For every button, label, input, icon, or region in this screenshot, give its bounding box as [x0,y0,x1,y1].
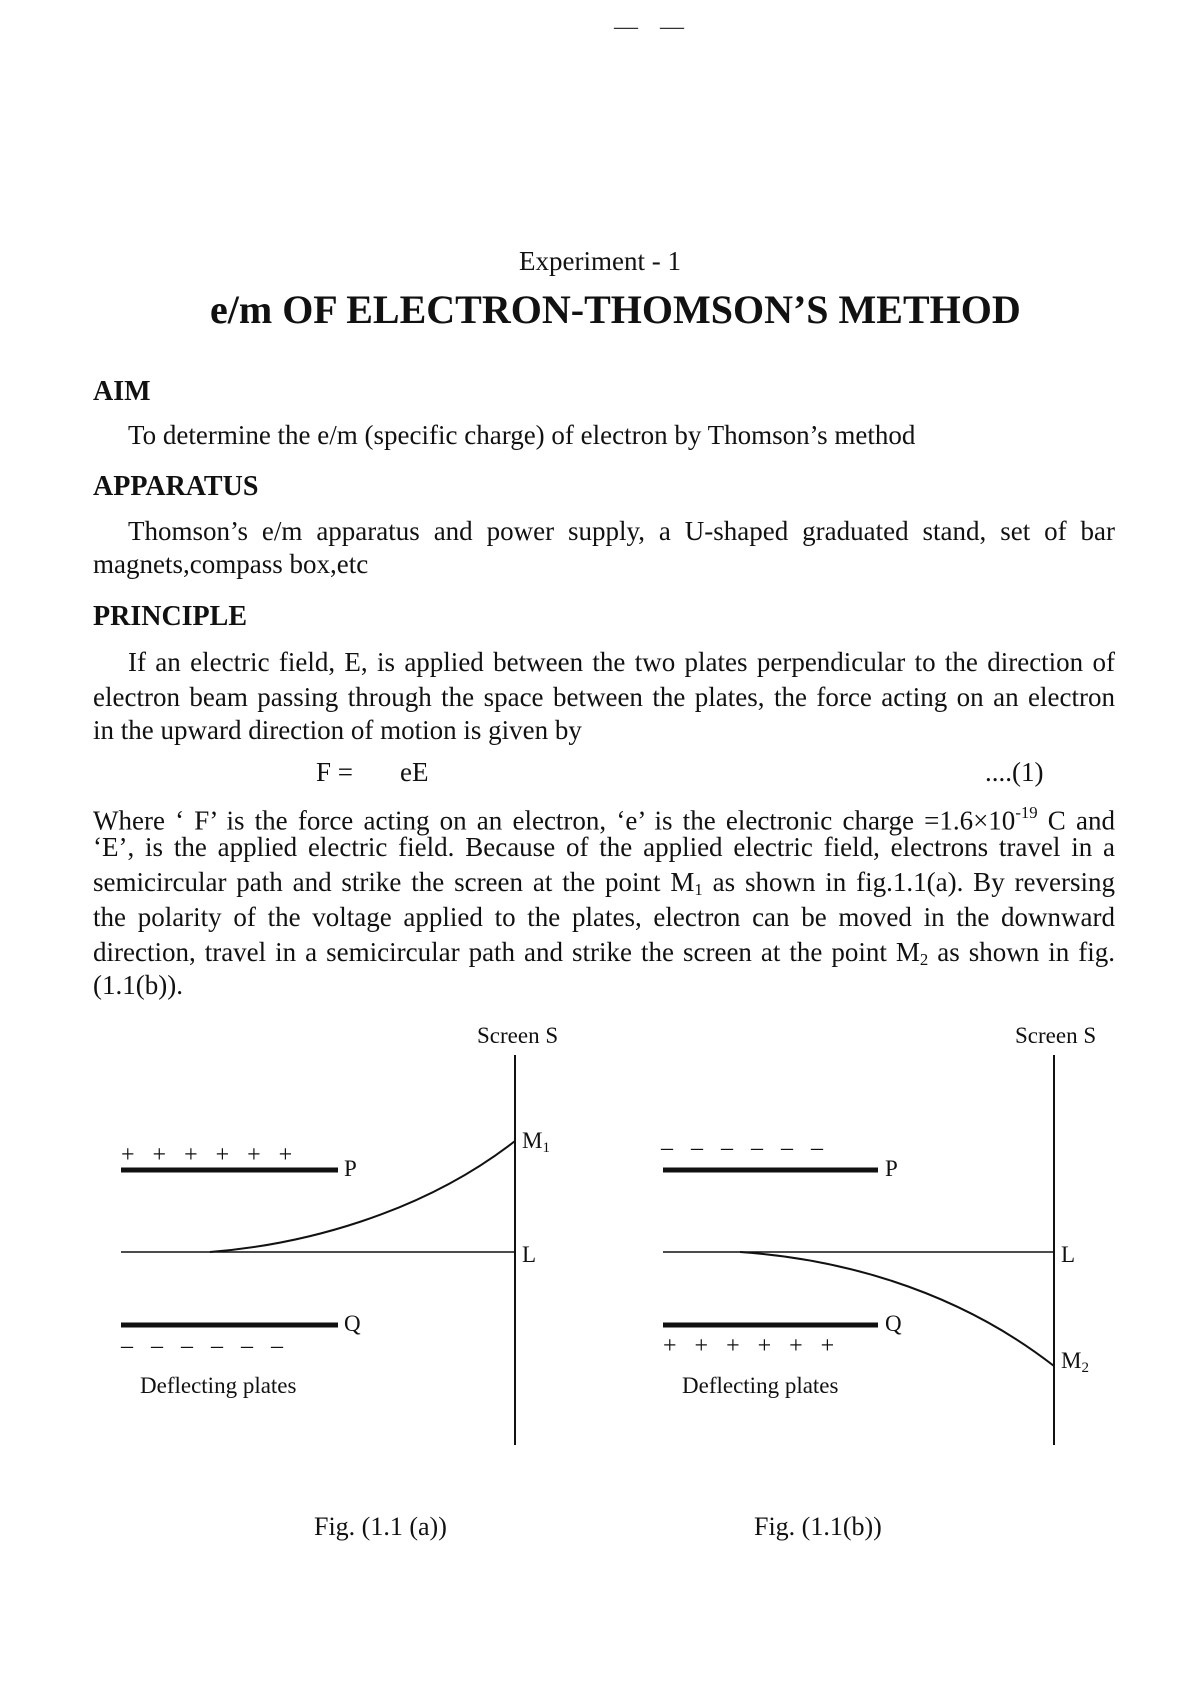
fig-a-caption: Fig. (1.1 (a)) [314,1512,447,1541]
fig-a-plates-caption: Deflecting plates [140,1373,297,1398]
figure-b [660,1023,1096,1541]
principle-heading: PRINCIPLE [93,601,248,632]
fig-a-plate-q-label: Q [344,1311,361,1336]
apparatus-line-1: Thomson’s e/m apparatus and power supply, a U-shaped graduated stand, set of bar [128,516,1115,546]
apparatus-heading: APPARATUS [93,471,259,502]
where-text-1: Where ‘ F’ is the force acting on an electron, ‘e’ is the electronic charge =1.6×10 [93,805,1016,836]
fig-b-plates-caption: Deflecting plates [682,1373,839,1398]
fig-a-screen-label: Screen S [477,1023,559,1048]
equation-rhs: eE [400,757,429,787]
principle-line-3: in the upward direction of motion is given by [93,715,582,745]
line-e-text-2: as shown in fig. [928,937,1116,967]
experiment-label: Experiment - 1 [519,246,681,276]
fig-b-point-label [1061,1348,1089,1376]
equation-number: ....(1) [985,757,1044,787]
fig-b-top-charges: – – – – – – [661,1135,829,1161]
page-title: e/m OF ELECTRON-THOMSON’S METHOD [210,287,1021,332]
page-top-mark: — — [614,14,692,40]
fig-b-caption: Fig. (1.1(b)) [754,1512,882,1541]
apparatus-line-2: magnets,compass box,etc [93,549,369,579]
fig-b-plate-q-label: Q [885,1311,902,1336]
fig-b-axis-label: L [1061,1242,1076,1267]
equation-lhs: F = [316,757,353,787]
principle-line-2: electron beam passing through the space between the plates, the force acting on an electron [93,682,1115,712]
fig-b-point-letter: M [1061,1348,1082,1373]
aim-heading: AIM [93,376,151,407]
figure-a [120,1023,558,1541]
fig-a-point-letter: M [522,1128,543,1153]
principle-line-b: ‘E’, is the applied electric field. Because of the applied electric field, electrons travel in a [93,832,1115,862]
fig-b-point-subscript: 2 [1081,1360,1089,1376]
where-text-2: C and [1037,805,1115,836]
fig-b-plate-p-label: P [885,1156,898,1181]
aim-text: To determine the e/m (specific charge) of electron by Thomson’s method [128,420,916,450]
principle-line-f: (1.1(b)). [93,970,183,1000]
principle-line-d: the polarity of the voltage applied to the plates, electron can be moved in the downward [93,902,1115,932]
fig-a-bottom-charges: – – – – – – [121,1333,289,1359]
fig-b-screen-label: Screen S [1015,1023,1097,1048]
line-c-text-2: as shown in fig.1.1(a). By reversing [702,867,1115,897]
charge-exponent: -19 [1015,803,1038,822]
line-e-text-1: direction, travel in a semicircular path and strike the screen at the point M [93,937,920,967]
m1-subscript: 1 [694,880,703,900]
line-c-text-1: semicircular path and strike the screen at the point M [93,867,695,897]
fig-a-point-label [522,1128,550,1156]
m2-subscript: 2 [919,950,929,970]
fig-b-bottom-charges: + + + + + + [663,1333,841,1359]
fig-a-axis-label: L [522,1242,537,1267]
fig-a-plate-p-label: P [344,1156,357,1181]
principle-line-1: If an electric field, E, is applied between the two plates perpendicular to the direction of [128,647,1115,677]
fig-a-point-subscript: 1 [542,1140,550,1156]
fig-a-top-charges: + + + + + + [121,1142,299,1168]
